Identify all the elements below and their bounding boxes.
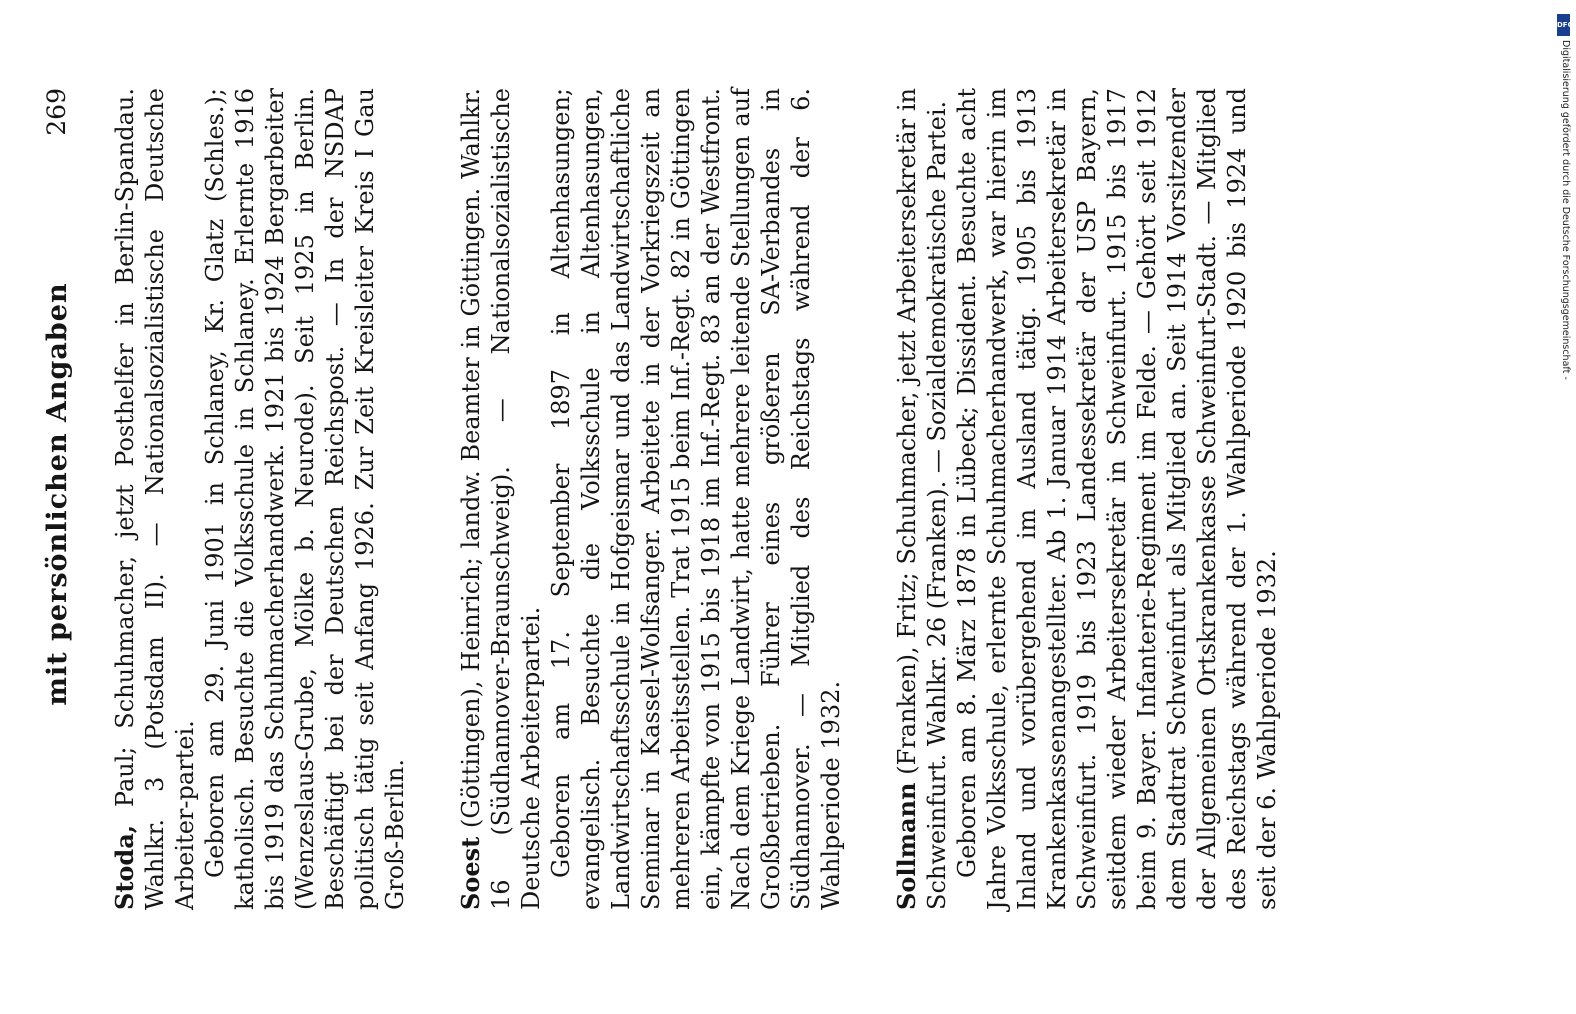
biography-entry-stoda: [110, 88, 410, 910]
entry-body: Geboren am 29. Juni 1901 in Schlaney, Kr. Glatz (Schles.); katholisch. Besuchte die Volksschule in Schlaney. Erlernte 1916 bis 1919 das Schuhmacherhandwerk. 1921 bis 1924 Bergarbeiter (Wenzeslaus-Grube, Mölke b. Neurode). Seit 1925 in Berlin. Beschäftigt bei der Deutschen Reichspost. — In der NSDAP politisch tätig seit Anfang 1926. Zur Zeit Kreisleiter Kreis I Gau Groß-Berlin.: [201, 88, 409, 910]
dfg-logo: DFG: [1557, 14, 1570, 36]
entry-name: Sollmann: [892, 782, 921, 910]
biography-entries: [110, 88, 1328, 910]
entry-body: Geboren am 17. September 1897 in Altenhasungen; evangelisch. Besuchte die Volksschule in Altenhasungen, Landwirtschaftsschule in Hofgeismar und das Landwirtschaftliche Seminar in Kassel-Wolfsanger. Arbeitete in der Vorkriegszeit an mehreren Arbeitsstellen. Trat 1915 beim Inf.-Regt. 82 in Göttingen ein, kämpfte von 1915 bis 1918 im Inf.-Regt. 83 an der Westfront. Nach dem Kriege Landwirt, hatte mehrere leitende Stellungen auf Großbetrieben. Führer eines größeren SA-Verbandes in Südhannover. — Mitglied des Reichstags während der 6. Wahlperiode 1932.: [547, 88, 845, 910]
page-number: 269: [42, 88, 71, 136]
biography-entry-sollmann: [892, 88, 1282, 910]
entry-name: Stoda,: [110, 824, 139, 910]
entry-lead: [892, 88, 952, 910]
credit-text: Digitalisierung gefördert durch die Deutsche Forschungsgemeinschaft -: [1560, 40, 1571, 380]
digitization-credit: [1557, 14, 1574, 1014]
entry-lead-text: Paul; Schuhmacher, jetzt Posthelfer in Berlin-Spandau. Wahlkr. 3 (Potsdam II). — Nationalsozialistische Deutsche Arbeiter-partei.: [111, 88, 199, 910]
running-title: mit persönlichen Angaben: [42, 282, 73, 706]
page-header: [42, 88, 82, 900]
entry-name: Soest: [456, 836, 485, 910]
entry-lead: [110, 88, 200, 910]
entry-body: Geboren am 8. März 1878 in Lübeck; Dissident. Besuchte acht Jahre Volksschule, erlernte Schuhmacherhandwerk, war hierin im Inland und vorübergehend im Ausland tätig. 1905 bis 1913 Krankenkassenangestellter. Ab 1. Januar 1914 Arbeitersekretär in Schweinfurt. 1919 bis 1923 Landessekretär der USP Bayern, seitdem wieder Arbeitersekretär in Schweinfurt. 1915 bis 1917 beim 9. Bayer. Infanterie-Regiment im Felde. — Gehört seit 1912 dem Stadtrat Schweinfurt als Mitglied an. Seit 1914 Vorsitzender der Allgemeinen Ortskrankenkasse Schweinfurt-Stadt. — Mitglied des Reichstags während der 1. Wahlperiode 1920 bis 1924 und seit der 6. Wahlperiode 1932.: [953, 88, 1281, 910]
entry-lead-text: (Franken), Fritz; Schuhmacher, jetzt Arbeitersekretär in Schweinfurt. Wahlkr. 26 (Franken). — Sozialdemokratische Partei.: [893, 88, 951, 910]
entry-lead: [456, 88, 546, 910]
biography-entry-soest: [456, 88, 846, 910]
entry-lead-text: (Göttingen), Heinrich; landw. Beamter in Göttingen. Wahlkr. 16 (Südhannover-Braunschweig). — Nationalsozialistische Deutsche Arbeiterpartei.: [457, 88, 545, 910]
